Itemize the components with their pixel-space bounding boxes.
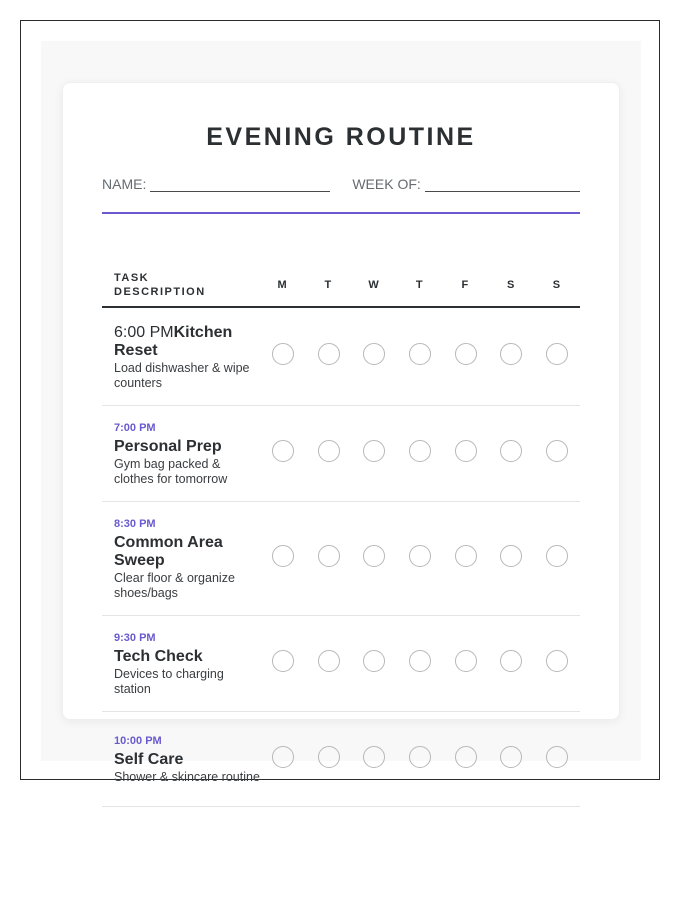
- checkbox-circle-saturday[interactable]: [500, 343, 522, 365]
- checkbox-circle-monday[interactable]: [272, 440, 294, 462]
- day-cell: [306, 712, 352, 807]
- day-header-thursday: T: [397, 264, 443, 307]
- task-cell: [102, 616, 260, 712]
- task-description-header: [102, 264, 260, 307]
- day-cell: [306, 616, 352, 712]
- checkbox-circle-saturday[interactable]: [500, 545, 522, 567]
- header-fields: [102, 170, 580, 192]
- task-name: Personal Prep: [114, 438, 222, 455]
- day-header-tuesday: T: [306, 264, 352, 307]
- checkbox-circle-wednesday[interactable]: [363, 746, 385, 768]
- task-description: Load dishwasher & wipe counters: [114, 361, 250, 390]
- day-header-saturday: S: [489, 264, 535, 307]
- table-row: [102, 712, 580, 807]
- table-row: [102, 406, 580, 502]
- task-cell: [102, 502, 260, 616]
- accent-divider: [102, 212, 580, 214]
- checkbox-circle-tuesday[interactable]: [318, 343, 340, 365]
- day-cell: [397, 406, 443, 502]
- day-cell: [351, 406, 397, 502]
- task-description: Devices to charging station: [114, 667, 224, 696]
- day-cell: [260, 616, 306, 712]
- checkbox-circle-monday[interactable]: [272, 650, 294, 672]
- task-name: Self Care: [114, 751, 184, 768]
- checkbox-circle-saturday[interactable]: [500, 650, 522, 672]
- checkbox-circle-monday[interactable]: [272, 746, 294, 768]
- day-cell: [397, 712, 443, 807]
- day-cell: [260, 307, 306, 406]
- page-title: EVENING ROUTINE: [206, 123, 476, 151]
- day-cell: [443, 712, 489, 807]
- week-of-label: WEEK OF:: [352, 176, 421, 192]
- day-cell: [443, 307, 489, 406]
- day-cell: [397, 616, 443, 712]
- checkbox-circle-thursday[interactable]: [409, 545, 431, 567]
- task-time: 7:00 PM: [114, 422, 156, 434]
- task-cell: [102, 712, 260, 807]
- routine-table: [102, 264, 580, 807]
- task-description: Shower & skincare routine: [114, 770, 260, 784]
- checkbox-circle-tuesday[interactable]: [318, 545, 340, 567]
- checkbox-circle-tuesday[interactable]: [318, 746, 340, 768]
- checkbox-circle-tuesday[interactable]: [318, 440, 340, 462]
- day-header-friday: F: [443, 264, 489, 307]
- day-cell: [443, 502, 489, 616]
- day-cell: [351, 712, 397, 807]
- day-header-wednesday: W: [351, 264, 397, 307]
- checkbox-circle-wednesday[interactable]: [363, 343, 385, 365]
- day-cell: [534, 307, 580, 406]
- checkbox-circle-monday[interactable]: [272, 343, 294, 365]
- task-time: 8:30 PM: [114, 518, 156, 530]
- day-cell: [397, 502, 443, 616]
- task-cell: [102, 406, 260, 502]
- name-field[interactable]: [150, 175, 330, 192]
- table-row: [102, 502, 580, 616]
- day-cell: [489, 406, 535, 502]
- day-cell: [260, 502, 306, 616]
- checkbox-circle-sunday[interactable]: [546, 746, 568, 768]
- checkbox-circle-wednesday[interactable]: [363, 440, 385, 462]
- task-name: Common Area Sweep: [114, 534, 223, 569]
- checkbox-circle-sunday[interactable]: [546, 650, 568, 672]
- day-header-sunday: S: [534, 264, 580, 307]
- checkbox-circle-tuesday[interactable]: [318, 650, 340, 672]
- routine-sheet: [102, 82, 580, 807]
- day-cell: [443, 406, 489, 502]
- checkbox-circle-wednesday[interactable]: [363, 545, 385, 567]
- day-cell: [260, 406, 306, 502]
- task-header-line-1: TASK: [114, 272, 150, 284]
- checkbox-circle-sunday[interactable]: [546, 545, 568, 567]
- day-cell: [489, 307, 535, 406]
- checkbox-circle-saturday[interactable]: [500, 746, 522, 768]
- day-cell: [534, 502, 580, 616]
- checkbox-circle-wednesday[interactable]: [363, 650, 385, 672]
- name-label: NAME:: [102, 176, 147, 192]
- task-description: Clear floor & organize shoes/bags: [114, 571, 235, 600]
- day-header-monday: M: [260, 264, 306, 307]
- checkbox-circle-thursday[interactable]: [409, 650, 431, 672]
- day-cell: [306, 307, 352, 406]
- checkbox-circle-friday[interactable]: [455, 343, 477, 365]
- checkbox-circle-friday[interactable]: [455, 440, 477, 462]
- table-row: [102, 616, 580, 712]
- task-name: Kitchen Reset: [114, 324, 233, 359]
- task-header-line-2: DESCRIPTION: [114, 286, 206, 298]
- checkbox-circle-sunday[interactable]: [546, 440, 568, 462]
- checkbox-circle-thursday[interactable]: [409, 746, 431, 768]
- checkbox-circle-monday[interactable]: [272, 545, 294, 567]
- day-cell: [443, 616, 489, 712]
- day-cell: [306, 502, 352, 616]
- checkbox-circle-sunday[interactable]: [546, 343, 568, 365]
- task-cell: [102, 307, 260, 406]
- day-cell: [306, 406, 352, 502]
- task-time: 6:00 PM: [114, 324, 174, 341]
- checkbox-circle-friday[interactable]: [455, 650, 477, 672]
- day-cell: [489, 712, 535, 807]
- checkbox-circle-friday[interactable]: [455, 746, 477, 768]
- day-cell: [534, 616, 580, 712]
- table-header-row: [102, 264, 580, 307]
- day-cell: [534, 406, 580, 502]
- table-row: [102, 307, 580, 406]
- day-cell: [260, 712, 306, 807]
- checkbox-circle-friday[interactable]: [455, 545, 477, 567]
- task-time: 9:30 PM: [114, 632, 156, 644]
- task-title: [114, 324, 260, 360]
- checkbox-circle-thursday[interactable]: [409, 343, 431, 365]
- day-cell: [534, 712, 580, 807]
- week-of-field[interactable]: [425, 175, 580, 192]
- task-time: 10:00 PM: [114, 735, 162, 747]
- day-cell: [351, 616, 397, 712]
- day-cell: [397, 307, 443, 406]
- day-cell: [489, 616, 535, 712]
- checkbox-circle-thursday[interactable]: [409, 440, 431, 462]
- day-cell: [489, 502, 535, 616]
- day-cell: [351, 307, 397, 406]
- checkbox-circle-saturday[interactable]: [500, 440, 522, 462]
- day-cell: [351, 502, 397, 616]
- task-name: Tech Check: [114, 648, 203, 665]
- task-description: Gym bag packed & clothes for tomorrow: [114, 457, 228, 486]
